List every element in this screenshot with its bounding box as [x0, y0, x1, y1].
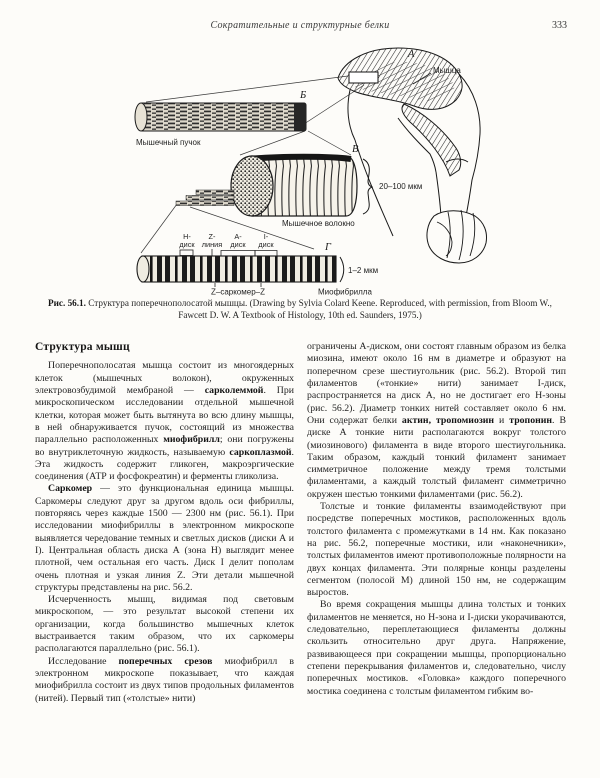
paragraph-contraction: Во время сокращения мышцы длина толстых и тонких филаментов не меняется, но Н-зона и I-диски укорачиваются, следовательно, переплетающиеся филаменты должны скользить относительно друг друга. Напряжение, развивающееся при сокращении мышцы, пропорционально степени перекрывания филаментов и, следовательно, числу поперечных мостиков. «Головка» каждого поперечного мостика соединена с толстым филаментом гибким во-	[307, 599, 566, 697]
article-body	[35, 341, 567, 705]
label-part-v: В	[352, 144, 359, 155]
myofibril-drawing	[137, 256, 336, 282]
bundle-cut-end	[294, 104, 306, 131]
svg-text:линия: линия	[201, 240, 223, 249]
label-i-disk: I-	[263, 232, 269, 241]
figure-56-1	[0, 46, 600, 321]
myofibril-strands	[176, 190, 234, 206]
label-a-disk: А-	[234, 232, 242, 241]
muscle-bundle-drawing	[135, 103, 306, 131]
fist-shape	[427, 211, 487, 263]
paragraph-filaments: ограничены А-диском, они состоят главным образом из белка миозина, имеют около 16 нм в диаметре и образуют на поперечном срезе шестиугольник (рис. 56.2). Второй тип филаментов («тонкие» нити) занимает I-диск, распространяется на диск А, но не достигает его Н-зоны (рис. 56.2). Диаметр тонких нитей составляет около 6 нм. Они содержат белки актин, тропомиозин и тропонин. В диске А тонкие нити располагаются вокруг толстого (миозинового) филамента в виде второго шестиугольника. Таким образом, каждый тонкий филамент занимает симметричное положение между тремя толстыми филаментами, а каждый толстый филамент симметрично окружен шестью тонкими филаментами (рис. 56.2).	[307, 341, 566, 500]
section-title: Структура мышц	[35, 341, 130, 354]
paragraph-cross-bridges: Толстые и тонкие филаменты взаимодействуют при посредстве поперечных мостиков, расположенных вдоль толстого филамента с промежутками в 14 нм. Как показано на рис. 56.2, поперечные мостики, или «наконечники», толстых филаментов имеют противоположные полярности на двух концах филамента. Эти полярные концы разделены сегментом (полосой М) длиной 150 нм, не содержащим выростов.	[307, 501, 566, 599]
paragraph-striation: Исчерченность мышц, видимая под световым микроскопом, — это результат высокой степени их организации, когда большинство мышечных клеток выстраивается таким образом, что их саркомеры располагаются параллельно (рис. 56.1).	[35, 594, 294, 655]
sarcomere-ticks	[215, 283, 261, 287]
svg-text:диск: диск	[230, 240, 246, 249]
page-number: 333	[552, 20, 567, 31]
bundle-end-cap	[135, 103, 147, 131]
arm-drawing	[338, 48, 487, 263]
label-h-disk: Н-	[183, 232, 191, 241]
running-title: Сократительные и структурные белки	[210, 20, 390, 31]
label-part-g: Г	[325, 242, 331, 253]
label-fibril-diameter: 1–2 мкм	[348, 266, 379, 275]
figure-caption-number: Рис. 56.1.	[48, 298, 86, 308]
fiber-top-edge	[250, 157, 351, 159]
upper-arm-muscle-shape	[402, 104, 461, 176]
label-part-a: А	[408, 49, 415, 60]
disk-labels	[179, 232, 277, 257]
label-z-line: Z-	[208, 232, 216, 241]
figure-caption	[36, 298, 564, 321]
right-column	[307, 341, 566, 705]
label-part-b: Б	[300, 90, 307, 101]
left-column	[35, 341, 294, 705]
svg-text:диск: диск	[179, 240, 195, 249]
label-sarcomere: Z–саркомер–Z	[210, 287, 266, 296]
muscle-fiber-drawing	[176, 156, 357, 216]
figure-caption-text: Структура поперечнополосатой мышцы. (Drawing by Sylvia Colard Keene. Reproduced, with permission, from Bloom W., Fawcett D. W. A Textbook of Histology, 10th ed. Saunders, 1975.)	[85, 298, 552, 320]
svg-text:диск: диск	[258, 240, 274, 249]
paragraph-sarcomere: Саркомер — это функциональная единица мышцы. Саркомеры следуют друг за другом вдоль оси фибриллы, повторяясь через каждые 1500 — 2300 нм (рис. 56.1). При исследовании миофибриллы в электронном микроскопе выявляется чередование темных и светлых дисков (диски А и I). Центральная область диска А (зона Н) выглядит менее плотной, чем остальная его часть. Диск I делит пополам очень плотная и узкая линия Z. Эти детали мышечной структуры представлены на рис. 56.2.	[35, 483, 294, 593]
paragraph-cross-sections: Исследование поперечных срезов миофибрилл в электронном микроскопе показывает, что каждая миофибрилла состоит из двух типов продольных филаментов (нитей). Первый тип («толстые» нити)	[35, 655, 294, 704]
paragraph-structure-1: Поперечнополосатая мышца состоит из многоядерных клеток (мышечных волокон), окруженных электровозбудимой мембраной — сарколеммой. При микроскопическом исследовании отдельной мышечной клетки, которая может быть вытянута во всю длину мышцы, в ней обнаруживается пучок, состоящий из множества параллельно расположенных миофибрилл; они погружены во внутриклеточную жидкость, называемую саркоплазмой. Эта жидкость содержит гликоген, макроэргические соединения (АТР и фосфокреатин) и ферменты гликолиза.	[35, 360, 294, 483]
label-fiber-diameter: 20–100 мкм	[379, 182, 423, 191]
label-muscle-bundle: Мышечный пучок	[136, 138, 201, 147]
figure-illustration	[0, 46, 600, 296]
label-muscle-fiber: Мышечное волокно	[282, 219, 355, 228]
running-head	[0, 0, 600, 34]
fibril-size-bracket	[340, 257, 344, 282]
label-muscle: Мышца	[433, 66, 461, 75]
magnified-region-box	[349, 72, 378, 83]
myofibril-end-cap	[137, 256, 149, 282]
label-myofibril: Миофибрилла	[318, 287, 372, 296]
